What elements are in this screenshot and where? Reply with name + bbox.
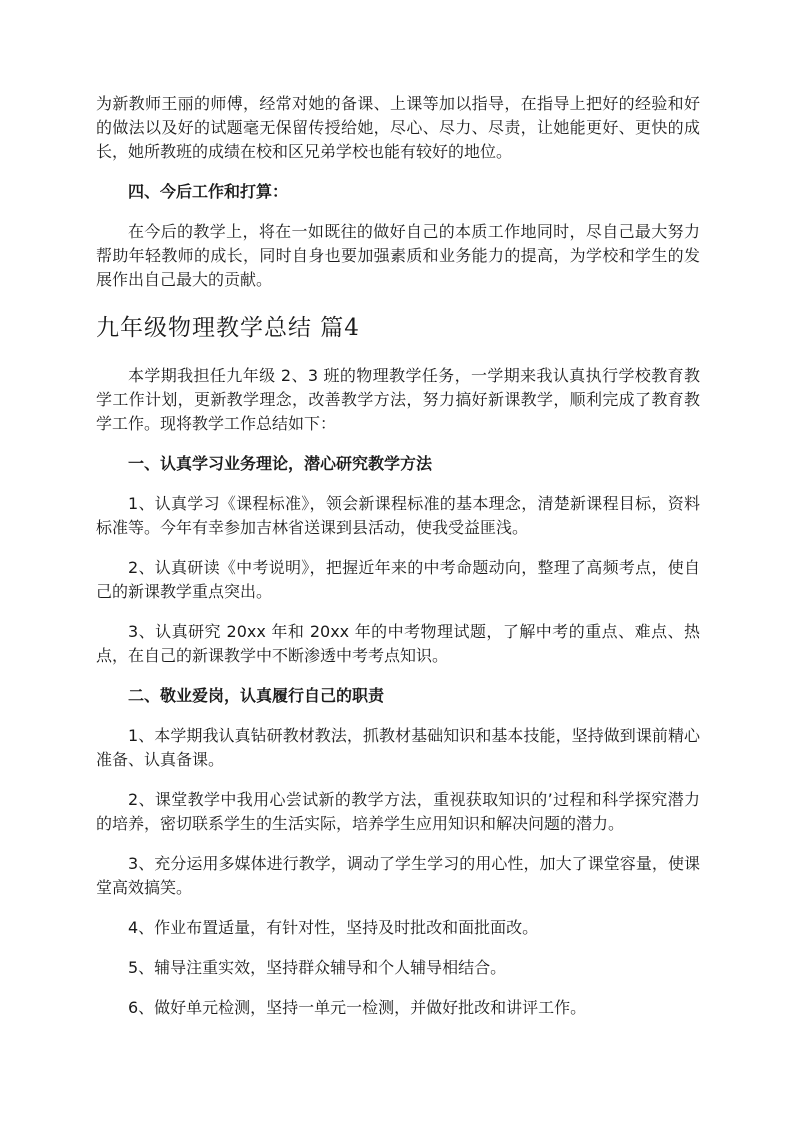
part-one-item: 2、认真研读《中考说明》，把握近年来的中考命题动向，整理了高频考点，使自己的新课教学重点突出。 [96, 558, 700, 601]
continuation-paragraph: 为新教师王丽的师傅，经常对她的备课、上课等加以指导，在指导上把好的经验和好的做法以及好的试题毫无保留传授给她，尽心、尽力、尽责，让她能更好、更快的成长，她所教班的成绩在校和区兄弟学校也能有较好的地位。 [96, 94, 700, 161]
part-one-item: 3、认真研究 20xx 年和 20xx 年的中考物理试题，了解中考的重点、难点、热点，在自己的新课教学中不断渗透中考考点知识。 [96, 622, 700, 665]
intro-paragraph: 本学期我担任九年级 2、3 班的物理教学任务，一学期来我认真执行学校教育教学工作计划，更新教学理念，改善教学方法，努力搞好新课教学，顺利完成了教育教学工作。现将教学工作总结如下： [96, 366, 700, 433]
part-two-heading: 二、敬业爱岗，认真履行自己的职责 [128, 686, 385, 705]
part-two-item: 6、做好单元检测，坚持一单元一检测，并做好批改和讲评工作。 [128, 998, 587, 1017]
part-two-item: 1、本学期我认真钻研教材教法，抓教材基础知识和基本技能，坚持做到课前精心准备、认真备课。 [96, 726, 700, 769]
part-two-item: 2、课堂教学中我用心尝试新的教学方法，重视获取知识的’过程和科学探究潜力的培养，密切联系学生的生活实际，培养学生应用知识和解决问题的潜力。 [96, 790, 700, 833]
part-two-item: 5、辅导注重实效，坚持群众辅导和个人辅导相结合。 [128, 958, 507, 977]
document-page [96, 92, 700, 1020]
part-one-item: 1、认真学习《课程标准》，领会新课程标准的基本理念，清楚新课程目标，资料标准等。今年有幸参加吉林省送课到县活动，使我受益匪浅。 [96, 494, 700, 537]
part-two-item: 4、作业布置适量，有针对性，坚持及时批改和面批面改。 [128, 918, 539, 937]
section-four-paragraph: 在今后的教学上，将在一如既往的做好自己的本质工作地同时，尽自己最大努力帮助年轻教师的成长，同时自身也要加强素质和业务能力的提高，为学校和学生的发展作出自己最大的贡献。 [96, 222, 700, 289]
part-two-item: 3、充分运用多媒体进行教学，调动了学生学习的用心性，加大了课堂容量，使课堂高效搞笑。 [96, 854, 700, 897]
part-one-heading: 一、认真学习业务理论，潜心研究教学方法 [128, 454, 433, 473]
section-four-heading: 四、今后工作和打算： [128, 182, 289, 201]
article-title: 九年级物理教学总结 篇4 [96, 315, 360, 341]
